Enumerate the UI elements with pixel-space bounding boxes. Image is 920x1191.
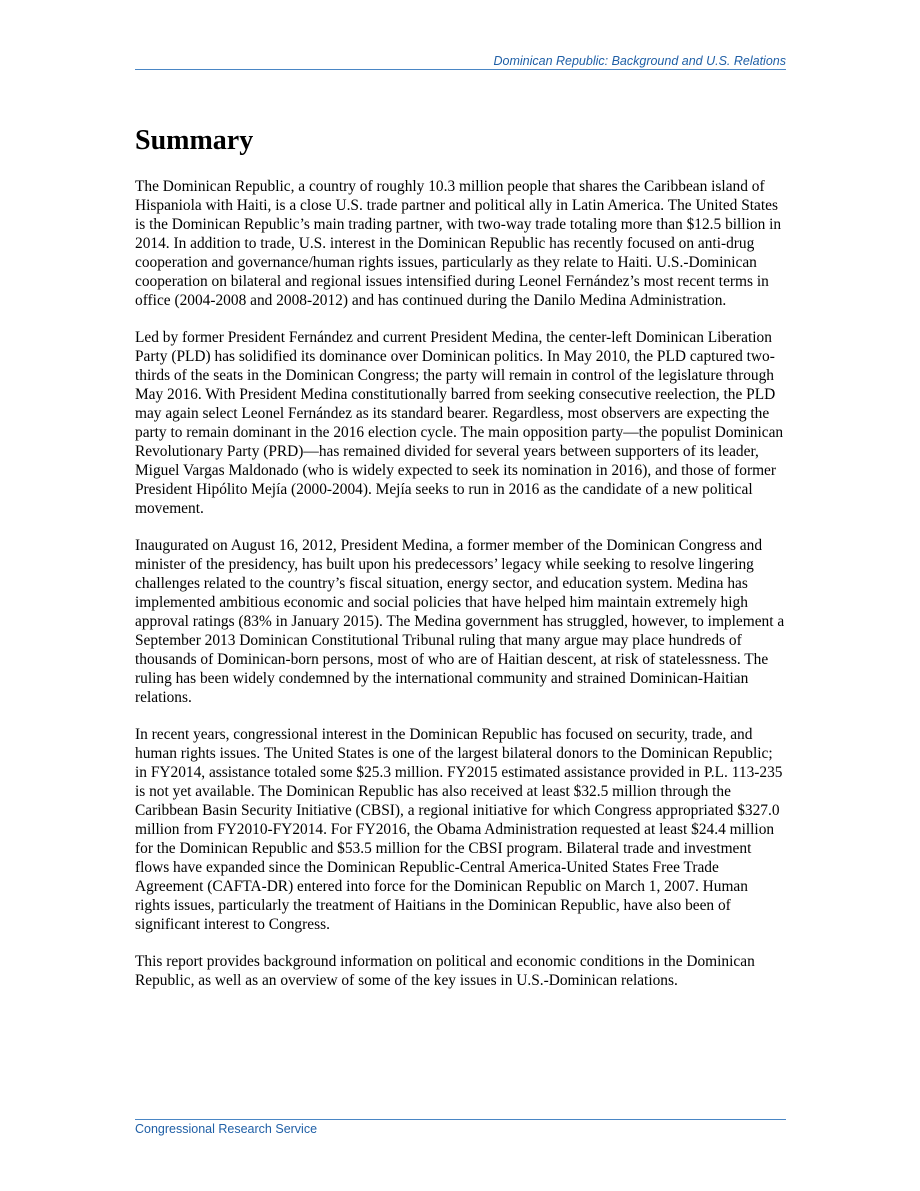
summary-body	[135, 177, 786, 1008]
summary-paragraph-2: Led by former President Fernández and current President Medina, the center-left Dominican Liberation Party (PLD) has solidified its dominance over Dominican politics. In May 2010, the PLD captured two-thirds of the seats in the Dominican Congress; the party will remain in control of the legislature through May 2016. With President Medina constitutionally barred from seeking consecutive reelection, the PLD may again select Leonel Fernández as its standard bearer. Regardless, most observers are expecting the party to remain dominant in the 2016 election cycle. The main opposition party—the populist Dominican Revolutionary Party (PRD)—has remained divided for several years between supporters of its leader, Miguel Vargas Maldonado (who is widely expected to seek its nomination in 2016), and those of former President Hipólito Mejía (2000-2004). Mejía seeks to run in 2016 as the candidate of a new political movement.	[135, 329, 784, 517]
header-divider	[135, 69, 786, 70]
summary-paragraph-4: In recent years, congressional interest in the Dominican Republic has focused on security, trade, and human rights issues. The United States is one of the largest bilateral donors to the Dominican Republic; in FY2014, assistance totaled some $25.3 million. FY2015 estimated assistance provided in P.L. 113-235 is not yet available. The Dominican Republic has also received at least $32.5 million through the Caribbean Basin Security Initiative (CBSI), a regional initiative for which Congress appropriated $327.0 million from FY2010-FY2014. For FY2016, the Obama Administration requested at least $24.4 million for the Dominican Republic and $53.5 million for the CBSI program. Bilateral trade and investment flows have expanded since the Dominican Republic-Central America-United States Free Trade Agreement (CAFTA-DR) entered into force for the Dominican Republic on March 1, 2007. Human rights issues, particularly the treatment of Haitians in the Dominican Republic, have also been of significant interest to Congress.	[135, 726, 783, 933]
summary-paragraph-5: This report provides background information on political and economic conditions in the Dominican Republic, as well as an overview of some of the key issues in U.S.-Dominican relations.	[135, 953, 755, 989]
footer-publisher: Congressional Research Service	[135, 1122, 318, 1136]
summary-paragraph-1: The Dominican Republic, a country of roughly 10.3 million people that shares the Caribbean island of Hispaniola with Haiti, is a close U.S. trade partner and political ally in Latin America. The United States is the Dominican Republic’s main trading partner, with two-way trade totaling more than $12.5 billion in 2014. In addition to trade, U.S. interest in the Dominican Republic has recently focused on anti-drug cooperation and governance/human rights issues, particularly as they relate to Haiti. U.S.-Dominican cooperation on bilateral and regional issues intensified during Leonel Fernández’s most recent terms in office (2004-2008 and 2008-2012) and has continued during the Danilo Medina Administration.	[135, 178, 782, 309]
summary-paragraph-3: Inaugurated on August 16, 2012, President Medina, a former member of the Dominican Congress and minister of the presidency, has built upon his predecessors’ legacy while seeking to resolve lingering challenges related to the country’s fiscal situation, energy sector, and education system. Medina has implemented ambitious economic and social policies that have helped him maintain extremely high approval ratings (83% in January 2015). The Medina government has struggled, however, to implement a September 2013 Dominican Constitutional Tribunal ruling that many argue may place hundreds of thousands of Dominican-born persons, most of who are of Haitian descent, at risk of statelessness. The ruling has been widely condemned by the international community and strained Dominican-Haitian relations.	[135, 537, 785, 706]
section-heading: Summary	[135, 125, 254, 156]
running-header-title: Dominican Republic: Background and U.S. Relations	[493, 54, 786, 68]
footer-divider	[135, 1119, 786, 1120]
